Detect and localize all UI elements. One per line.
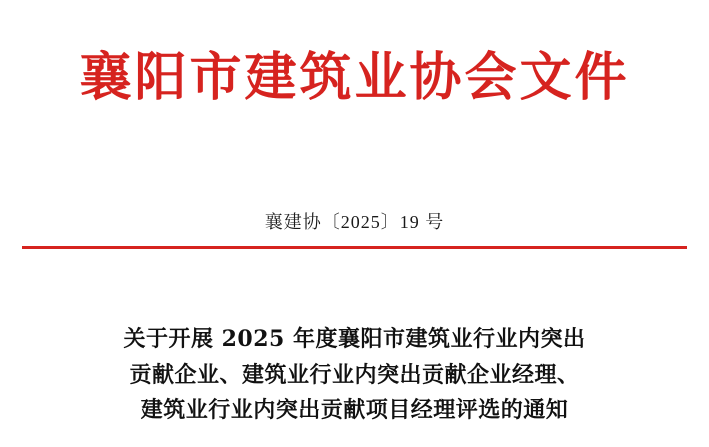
heading-line-2: 贡献企业、建筑业行业内突出贡献企业经理、 xyxy=(129,361,580,388)
document-main-heading xyxy=(58,322,651,429)
document-header-title: 襄阳市建筑业协会文件 xyxy=(79,47,630,108)
heading-line-3: 建筑业行业内突出贡献项目经理评选的通知 xyxy=(140,397,569,424)
document-number: 襄建协〔2025〕19 号 xyxy=(264,212,445,232)
heading-line-1: 关于开展 2025 年度襄阳市建筑业行业内突出 xyxy=(123,326,586,352)
red-divider-rule xyxy=(22,246,687,249)
